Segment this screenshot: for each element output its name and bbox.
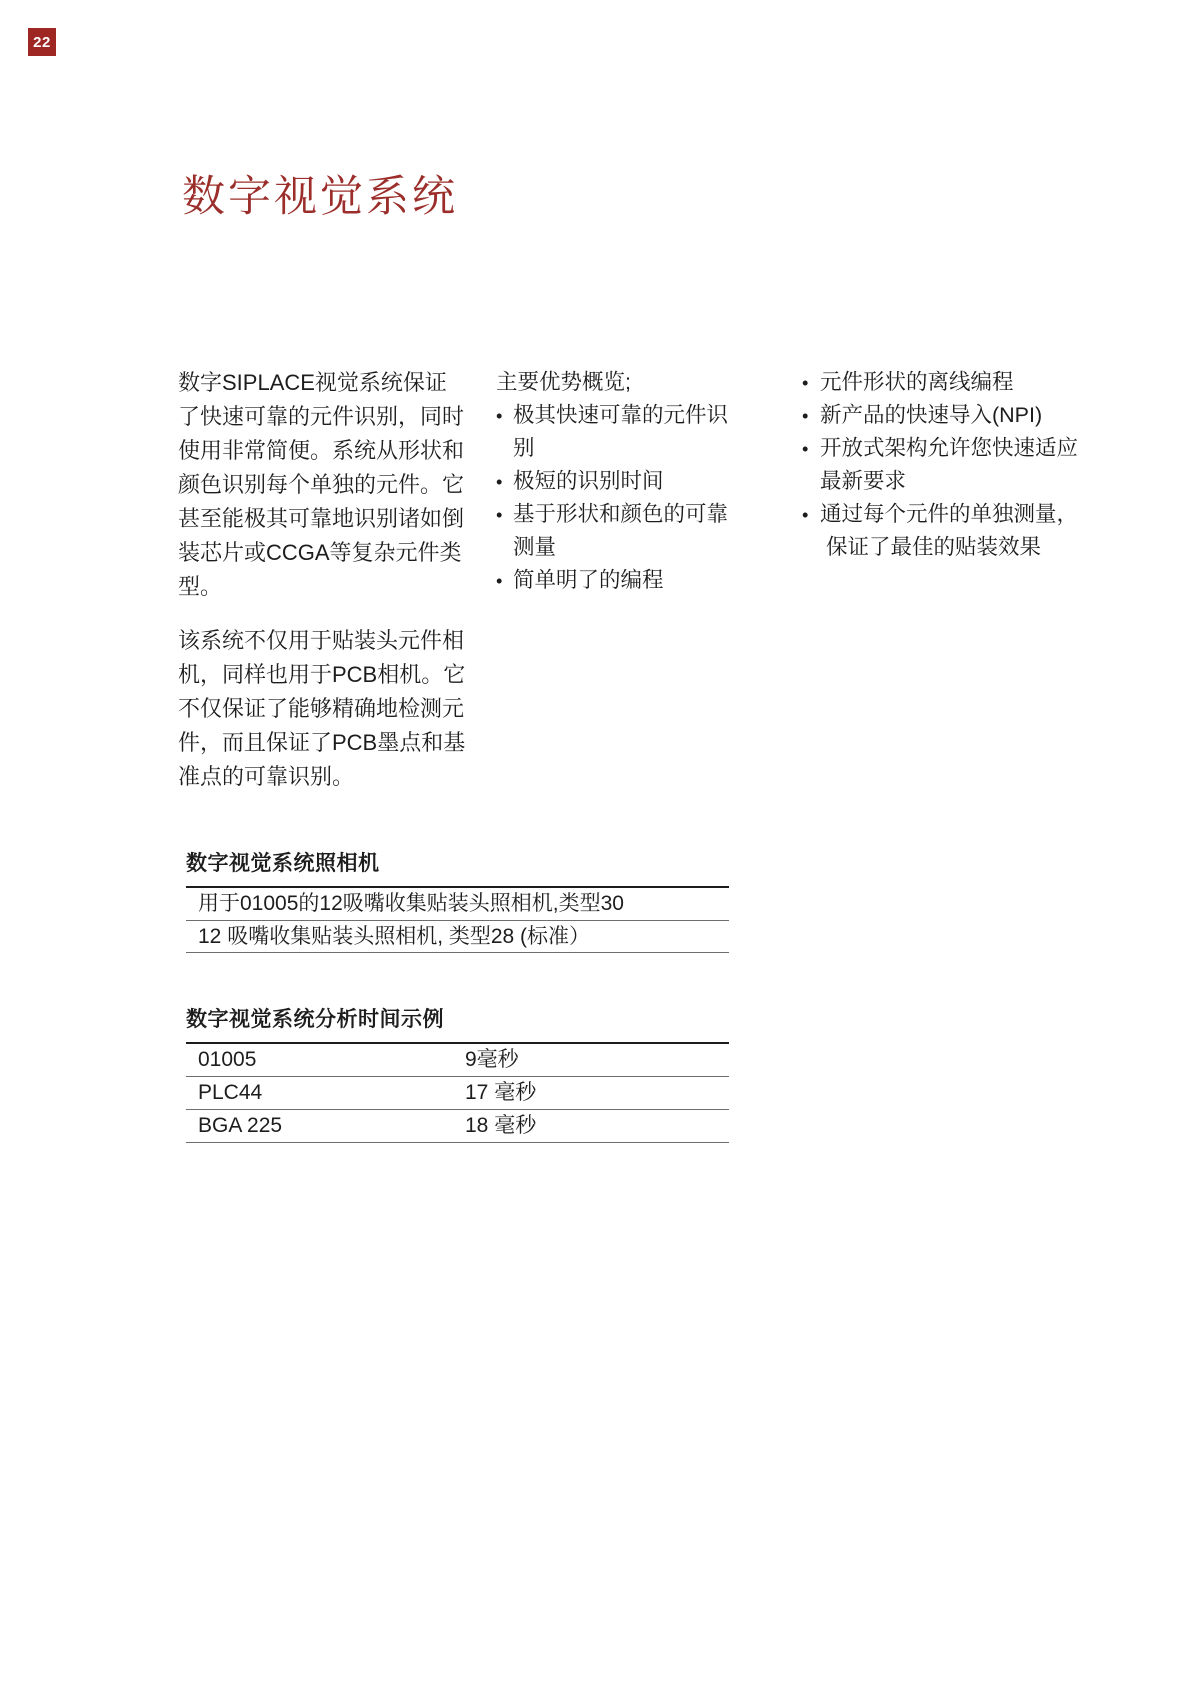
text-line: 件，而且保证了PCB墨点和基 bbox=[178, 730, 466, 755]
text-line: 甚至能极其可靠地识别诸如倒 bbox=[178, 506, 465, 531]
benefit-item: • 基于形状和颜色的可靠测量 bbox=[496, 498, 746, 564]
text-line: 不仅保证了能够精确地检测元 bbox=[178, 696, 465, 721]
benefits-heading: 主要优势概览; bbox=[496, 370, 631, 394]
benefits-column-1 bbox=[496, 366, 746, 597]
benefit-item bbox=[802, 366, 1082, 399]
text-line: • 元件形状的离线编程 bbox=[820, 370, 1014, 394]
text-line: 该系统不仅用于贴装头元件相 bbox=[178, 628, 465, 653]
timing-table-title: 数字视觉系统分析时间示例 bbox=[186, 1005, 729, 1044]
text-line: • 开放式架构允许您快速适应 bbox=[820, 436, 1079, 460]
text-line: 使用非常简便。系统从形状和 bbox=[178, 438, 465, 463]
table-row bbox=[186, 1110, 729, 1143]
benefit-item bbox=[802, 498, 1082, 564]
text-line: 最新要求 bbox=[820, 469, 907, 493]
time-cell: 17 毫秒 bbox=[465, 1081, 537, 1104]
component-cell: 01005 bbox=[198, 1048, 257, 1071]
text-line: 机，同样也用于PCB相机。它 bbox=[178, 662, 466, 687]
benefit-item bbox=[802, 432, 1082, 498]
text-line: 颜色识别每个单独的元件。它 bbox=[178, 472, 465, 497]
text-line: • 通过每个元件的单独测量， bbox=[820, 502, 1079, 526]
page-number-badge bbox=[28, 28, 56, 56]
page-title: 数字视觉系统 bbox=[182, 173, 458, 221]
intro-paragraph-2 bbox=[178, 624, 490, 794]
benefit-item: • 极其快速可靠的元件识别 bbox=[496, 399, 746, 465]
benefit-item: • 简单明了的编程 bbox=[496, 564, 746, 597]
time-cell: 9毫秒 bbox=[465, 1048, 519, 1071]
text-line: 保证了最佳的贴装效果 bbox=[826, 535, 1042, 559]
text-line: 了快速可靠的元件识别，同时 bbox=[178, 404, 465, 429]
component-cell: BGA 225 bbox=[198, 1114, 283, 1137]
time-cell: 18 毫秒 bbox=[465, 1114, 537, 1137]
benefit-item: • 极短的识别时间 bbox=[496, 465, 746, 498]
benefits-column-2 bbox=[802, 366, 1082, 564]
table-row: 12 吸嘴收集贴装头照相机, 类型28 (标准） bbox=[186, 921, 729, 954]
intro-paragraph-1 bbox=[178, 366, 490, 604]
camera-table bbox=[186, 849, 729, 953]
camera-table-title: 数字视觉系统照相机 bbox=[186, 849, 729, 888]
benefit-item bbox=[802, 399, 1082, 432]
text-line: 型。 bbox=[178, 574, 223, 599]
table-row: 用于01005的12吸嘴收集贴装头照相机,类型30 bbox=[186, 888, 729, 921]
page-number: 22 bbox=[33, 33, 51, 51]
text-line: • 新产品的快速导入(NPI) bbox=[820, 403, 1043, 427]
text-line: 数字SIPLACE视觉系统保证 bbox=[178, 370, 447, 395]
intro-column bbox=[178, 366, 490, 794]
table-row bbox=[186, 1044, 729, 1077]
component-cell: PLC44 bbox=[198, 1081, 263, 1104]
text-line: 准点的可靠识别。 bbox=[178, 764, 355, 789]
text-line: 装芯片或CCGA等复杂元件类 bbox=[178, 540, 462, 565]
table-row bbox=[186, 1077, 729, 1110]
timing-table bbox=[186, 1005, 729, 1143]
